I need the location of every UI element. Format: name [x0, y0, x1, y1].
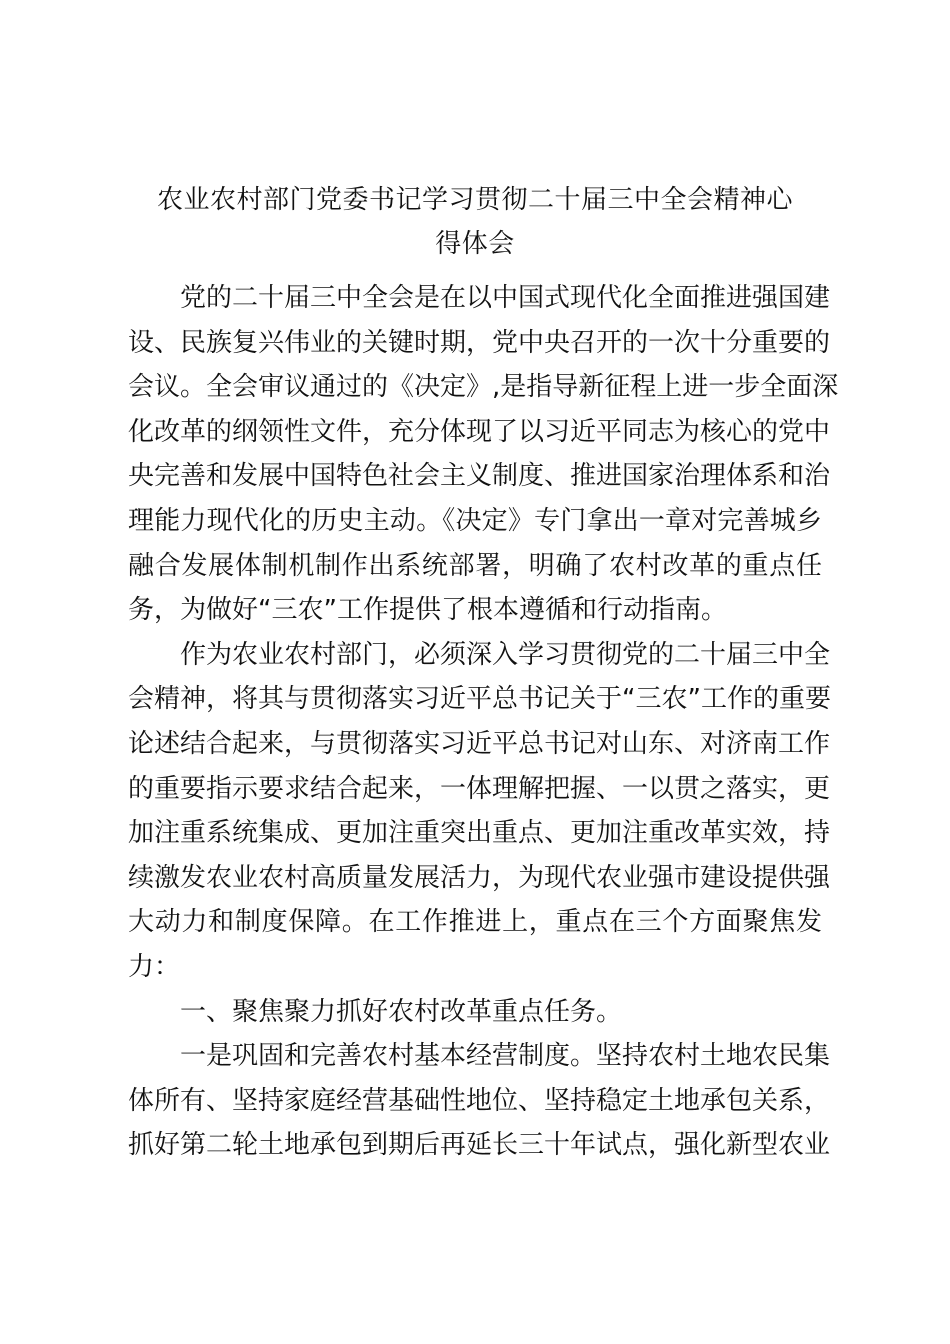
paragraph-2-line-8: 力：	[128, 951, 181, 982]
paragraph-1-line-7: 融合发展体制机制作出系统部署，明确了农村改革的重点任	[128, 550, 822, 581]
paragraph-2-line-5: 加注重系统集成、更加注重突出重点、更加注重改革实效，持	[128, 818, 831, 849]
paragraph-4-line-2: 体所有、坚持家庭经营基础性地位、坚持稳定土地承包关系，	[128, 1085, 831, 1116]
paragraph-1-line-8: 务，为做好“三农”工作提供了根本遵循和行动指南。	[128, 595, 727, 626]
paragraph-4-line-1: 一是巩固和完善农村基本经营制度。坚持农村土地农民集	[180, 1041, 831, 1072]
paragraph-2-line-1: 作为农业农村部门，必须深入学习贯彻党的二十届三中全	[180, 639, 831, 670]
paragraph-1-line-4: 化改革的纲领性文件，充分体现了以习近平同志为核心的党中	[128, 416, 831, 447]
paragraph-1-line-1: 党的二十届三中全会是在以中国式现代化全面推进强国建	[180, 283, 831, 313]
paragraph-4-line-3: 抓好第二轮土地承包到期后再延长三十年试点，强化新型农业	[128, 1130, 831, 1161]
paragraph-1-line-2: 设、民族复兴伟业的关键时期，党中央召开的一次十分重要的	[128, 327, 831, 358]
document-body	[128, 276, 839, 1168]
section-heading-1: 一、聚焦聚力抓好农村改革重点任务。	[180, 996, 623, 1027]
paragraph-2-line-6: 续激发农业农村高质量发展活力，为现代农业强市建设提供强	[128, 862, 831, 893]
paragraph-2-line-4: 的重要指示要求结合起来，一体理解把握、一以贯之落实，更	[128, 773, 831, 804]
title-line: 农业农村部门党委书记学习贯彻二十届三中全会精神心	[156, 185, 793, 215]
paragraph-1-line-5: 央完善和发展中国特色社会主义制度、推进国家治理体系和治	[128, 461, 831, 492]
paragraph-2-line-2: 会精神，将其与贯彻落实习近平总书记关于“三农”工作的重要	[128, 684, 831, 715]
paragraph-1-line-6: 理能力现代化的历史主动。《决定》专门拿出一章对完善城乡	[128, 505, 822, 536]
paragraph-1-line-3: 会议。全会审议通过的《决定》,是指导新征程上进一步全面深	[128, 372, 839, 403]
paragraph-2-line-3: 论述结合起来，与贯彻落实习近平总书记对山东、对济南工作	[128, 728, 831, 759]
document-title	[128, 178, 822, 266]
title-line: 得体会	[435, 229, 515, 259]
paragraph-2-line-7: 大动力和制度保障。在工作推进上，重点在三个方面聚焦发	[128, 907, 822, 938]
